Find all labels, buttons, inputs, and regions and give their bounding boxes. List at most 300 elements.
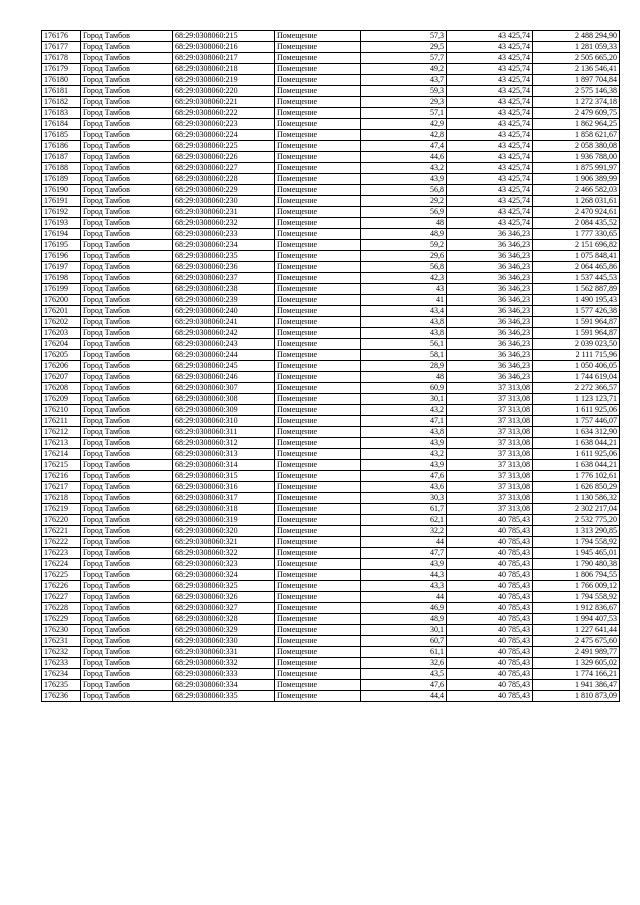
value-cell: 1 776 102,61 — [533, 471, 620, 482]
cadastral-number-cell: 68:29:0308060:215 — [173, 31, 275, 42]
cadastral-number-cell: 68:29:0308060:308 — [173, 394, 275, 405]
cadastral-number-cell: 68:29:0308060:227 — [173, 163, 275, 174]
type-cell: Помещение — [275, 108, 361, 119]
value-cell: 1 562 887,89 — [533, 284, 620, 295]
table-row — [42, 86, 620, 97]
cadastral-number-cell: 68:29:0308060:316 — [173, 482, 275, 493]
value-cell: 1 806 794,55 — [533, 570, 620, 581]
type-cell: Помещение — [275, 603, 361, 614]
type-cell: Помещение — [275, 680, 361, 691]
area-cell: 59,3 — [361, 86, 447, 97]
type-cell: Помещение — [275, 339, 361, 350]
value-cell: 1 638 044,21 — [533, 460, 620, 471]
table-row — [42, 482, 620, 493]
city-cell: Город Тамбов — [81, 42, 173, 53]
table-row — [42, 603, 620, 614]
price-per-m2-cell: 40 785,43 — [447, 559, 533, 570]
row-id-cell: 176214 — [42, 449, 81, 460]
cadastral-number-cell: 68:29:0308060:228 — [173, 174, 275, 185]
cadastral-number-cell: 68:29:0308060:217 — [173, 53, 275, 64]
table-row — [42, 306, 620, 317]
price-per-m2-cell: 40 785,43 — [447, 614, 533, 625]
city-cell: Город Тамбов — [81, 405, 173, 416]
city-cell: Город Тамбов — [81, 207, 173, 218]
row-id-cell: 176215 — [42, 460, 81, 471]
price-per-m2-cell: 43 425,74 — [447, 75, 533, 86]
cadastral-number-cell: 68:29:0308060:327 — [173, 603, 275, 614]
price-per-m2-cell: 36 346,23 — [447, 295, 533, 306]
value-cell: 1 766 009,12 — [533, 581, 620, 592]
row-id-cell: 176207 — [42, 372, 81, 383]
value-cell: 1 875 991,97 — [533, 163, 620, 174]
value-cell: 2 058 380,08 — [533, 141, 620, 152]
price-per-m2-cell: 40 785,43 — [447, 548, 533, 559]
type-cell: Помещение — [275, 537, 361, 548]
cadastral-number-cell: 68:29:0308060:240 — [173, 306, 275, 317]
price-per-m2-cell: 36 346,23 — [447, 262, 533, 273]
value-cell: 1 897 704,84 — [533, 75, 620, 86]
row-id-cell: 176196 — [42, 251, 81, 262]
type-cell: Помещение — [275, 361, 361, 372]
area-cell: 57,3 — [361, 31, 447, 42]
row-id-cell: 176182 — [42, 97, 81, 108]
area-cell: 29,2 — [361, 196, 447, 207]
type-cell: Помещение — [275, 460, 361, 471]
area-cell: 61,7 — [361, 504, 447, 515]
table-row — [42, 658, 620, 669]
cadastral-number-cell: 68:29:0308060:317 — [173, 493, 275, 504]
price-per-m2-cell: 37 313,08 — [447, 449, 533, 460]
area-cell: 29,3 — [361, 97, 447, 108]
row-id-cell: 176204 — [42, 339, 81, 350]
area-cell: 43 — [361, 284, 447, 295]
table-row — [42, 559, 620, 570]
city-cell: Город Тамбов — [81, 174, 173, 185]
row-id-cell: 176226 — [42, 581, 81, 592]
city-cell: Город Тамбов — [81, 581, 173, 592]
price-per-m2-cell: 37 313,08 — [447, 471, 533, 482]
price-per-m2-cell: 43 425,74 — [447, 174, 533, 185]
price-per-m2-cell: 37 313,08 — [447, 394, 533, 405]
price-per-m2-cell: 36 346,23 — [447, 229, 533, 240]
city-cell: Город Тамбов — [81, 691, 173, 702]
city-cell: Город Тамбов — [81, 284, 173, 295]
area-cell: 43,6 — [361, 482, 447, 493]
table-row — [42, 383, 620, 394]
city-cell: Город Тамбов — [81, 537, 173, 548]
price-per-m2-cell: 43 425,74 — [447, 86, 533, 97]
city-cell: Город Тамбов — [81, 295, 173, 306]
type-cell: Помещение — [275, 207, 361, 218]
table-row — [42, 460, 620, 471]
area-cell: 42,9 — [361, 119, 447, 130]
cadastral-number-cell: 68:29:0308060:224 — [173, 130, 275, 141]
value-cell: 2 488 294,90 — [533, 31, 620, 42]
city-cell: Город Тамбов — [81, 669, 173, 680]
value-cell: 1 862 964,25 — [533, 119, 620, 130]
value-cell: 1 794 558,92 — [533, 537, 620, 548]
price-per-m2-cell: 40 785,43 — [447, 669, 533, 680]
table-row — [42, 141, 620, 152]
city-cell: Город Тамбов — [81, 449, 173, 460]
value-cell: 1 591 964,87 — [533, 328, 620, 339]
city-cell: Город Тамбов — [81, 647, 173, 658]
table-row — [42, 526, 620, 537]
value-cell: 2 470 924,61 — [533, 207, 620, 218]
cadastral-number-cell: 68:29:0308060:326 — [173, 592, 275, 603]
property-table — [41, 30, 620, 702]
value-cell: 2 272 366,57 — [533, 383, 620, 394]
cadastral-number-cell: 68:29:0308060:226 — [173, 152, 275, 163]
type-cell: Помещение — [275, 328, 361, 339]
city-cell: Город Тамбов — [81, 570, 173, 581]
cadastral-number-cell: 68:29:0308060:231 — [173, 207, 275, 218]
cadastral-number-cell: 68:29:0308060:309 — [173, 405, 275, 416]
type-cell: Помещение — [275, 75, 361, 86]
table-row — [42, 394, 620, 405]
row-id-cell: 176210 — [42, 405, 81, 416]
value-cell: 1 577 426,38 — [533, 306, 620, 317]
type-cell: Помещение — [275, 295, 361, 306]
city-cell: Город Тамбов — [81, 240, 173, 251]
area-cell: 30,1 — [361, 394, 447, 405]
area-cell: 56,8 — [361, 185, 447, 196]
area-cell: 30,3 — [361, 493, 447, 504]
area-cell: 44,4 — [361, 691, 447, 702]
table-row — [42, 163, 620, 174]
price-per-m2-cell: 37 313,08 — [447, 405, 533, 416]
row-id-cell: 176216 — [42, 471, 81, 482]
cadastral-number-cell: 68:29:0308060:230 — [173, 196, 275, 207]
price-per-m2-cell: 37 313,08 — [447, 504, 533, 515]
table-row — [42, 31, 620, 42]
table-row — [42, 240, 620, 251]
type-cell: Помещение — [275, 581, 361, 592]
row-id-cell: 176195 — [42, 240, 81, 251]
value-cell: 1 941 386,47 — [533, 680, 620, 691]
cadastral-number-cell: 68:29:0308060:246 — [173, 372, 275, 383]
row-id-cell: 176224 — [42, 559, 81, 570]
price-per-m2-cell: 36 346,23 — [447, 328, 533, 339]
table-row — [42, 471, 620, 482]
area-cell: 44,3 — [361, 570, 447, 581]
area-cell: 43,3 — [361, 581, 447, 592]
value-cell: 1 774 166,21 — [533, 669, 620, 680]
area-cell: 43,2 — [361, 163, 447, 174]
row-id-cell: 176180 — [42, 75, 81, 86]
city-cell: Город Тамбов — [81, 438, 173, 449]
type-cell: Помещение — [275, 31, 361, 42]
area-cell: 47,1 — [361, 416, 447, 427]
city-cell: Город Тамбов — [81, 229, 173, 240]
row-id-cell: 176233 — [42, 658, 81, 669]
value-cell: 1 634 312,90 — [533, 427, 620, 438]
table-row — [42, 75, 620, 86]
cadastral-number-cell: 68:29:0308060:329 — [173, 625, 275, 636]
type-cell: Помещение — [275, 273, 361, 284]
row-id-cell: 176191 — [42, 196, 81, 207]
price-per-m2-cell: 40 785,43 — [447, 515, 533, 526]
value-cell: 1 906 389,99 — [533, 174, 620, 185]
cadastral-number-cell: 68:29:0308060:311 — [173, 427, 275, 438]
city-cell: Город Тамбов — [81, 185, 173, 196]
type-cell: Помещение — [275, 284, 361, 295]
row-id-cell: 176206 — [42, 361, 81, 372]
cadastral-number-cell: 68:29:0308060:328 — [173, 614, 275, 625]
table-row — [42, 416, 620, 427]
area-cell: 56,1 — [361, 339, 447, 350]
cadastral-number-cell: 68:29:0308060:219 — [173, 75, 275, 86]
value-cell: 1 790 480,38 — [533, 559, 620, 570]
price-per-m2-cell: 43 425,74 — [447, 163, 533, 174]
cadastral-number-cell: 68:29:0308060:245 — [173, 361, 275, 372]
cadastral-number-cell: 68:29:0308060:323 — [173, 559, 275, 570]
city-cell: Город Тамбов — [81, 460, 173, 471]
type-cell: Помещение — [275, 669, 361, 680]
area-cell: 58,1 — [361, 350, 447, 361]
value-cell: 2 491 989,77 — [533, 647, 620, 658]
area-cell: 47,6 — [361, 680, 447, 691]
price-per-m2-cell: 40 785,43 — [447, 537, 533, 548]
city-cell: Город Тамбов — [81, 97, 173, 108]
row-id-cell: 176183 — [42, 108, 81, 119]
value-cell: 1 537 445,53 — [533, 273, 620, 284]
table-row — [42, 97, 620, 108]
row-id-cell: 176205 — [42, 350, 81, 361]
row-id-cell: 176202 — [42, 317, 81, 328]
row-id-cell: 176218 — [42, 493, 81, 504]
area-cell: 43,2 — [361, 449, 447, 460]
cadastral-number-cell: 68:29:0308060:312 — [173, 438, 275, 449]
area-cell: 43,2 — [361, 405, 447, 416]
price-per-m2-cell: 43 425,74 — [447, 218, 533, 229]
row-id-cell: 176221 — [42, 526, 81, 537]
table-row — [42, 218, 620, 229]
table-row — [42, 669, 620, 680]
type-cell: Помещение — [275, 97, 361, 108]
area-cell: 47,6 — [361, 471, 447, 482]
table-row — [42, 42, 620, 53]
cadastral-number-cell: 68:29:0308060:221 — [173, 97, 275, 108]
value-cell: 1 810 873,09 — [533, 691, 620, 702]
area-cell: 48 — [361, 372, 447, 383]
city-cell: Город Тамбов — [81, 372, 173, 383]
value-cell: 1 912 836,67 — [533, 603, 620, 614]
price-per-m2-cell: 37 313,08 — [447, 416, 533, 427]
value-cell: 1 490 195,43 — [533, 295, 620, 306]
table-row — [42, 196, 620, 207]
cadastral-number-cell: 68:29:0308060:333 — [173, 669, 275, 680]
row-id-cell: 176200 — [42, 295, 81, 306]
value-cell: 2 039 023,50 — [533, 339, 620, 350]
table-row — [42, 273, 620, 284]
price-per-m2-cell: 43 425,74 — [447, 152, 533, 163]
cadastral-number-cell: 68:29:0308060:314 — [173, 460, 275, 471]
row-id-cell: 176185 — [42, 130, 81, 141]
row-id-cell: 176225 — [42, 570, 81, 581]
city-cell: Город Тамбов — [81, 218, 173, 229]
value-cell: 1 227 641,44 — [533, 625, 620, 636]
cadastral-number-cell: 68:29:0308060:232 — [173, 218, 275, 229]
table-row — [42, 185, 620, 196]
row-id-cell: 176181 — [42, 86, 81, 97]
row-id-cell: 176232 — [42, 647, 81, 658]
city-cell: Город Тамбов — [81, 64, 173, 75]
cadastral-number-cell: 68:29:0308060:318 — [173, 504, 275, 515]
table-row — [42, 449, 620, 460]
value-cell: 1 794 558,92 — [533, 592, 620, 603]
type-cell: Помещение — [275, 515, 361, 526]
price-per-m2-cell: 40 785,43 — [447, 570, 533, 581]
area-cell: 44,6 — [361, 152, 447, 163]
table-row — [42, 207, 620, 218]
price-per-m2-cell: 36 346,23 — [447, 251, 533, 262]
area-cell: 44 — [361, 592, 447, 603]
area-cell: 47,4 — [361, 141, 447, 152]
cadastral-number-cell: 68:29:0308060:223 — [173, 119, 275, 130]
type-cell: Помещение — [275, 174, 361, 185]
area-cell: 57,1 — [361, 108, 447, 119]
value-cell: 1 744 619,04 — [533, 372, 620, 383]
cadastral-number-cell: 68:29:0308060:325 — [173, 581, 275, 592]
type-cell: Помещение — [275, 163, 361, 174]
cadastral-number-cell: 68:29:0308060:236 — [173, 262, 275, 273]
area-cell: 43,9 — [361, 559, 447, 570]
row-id-cell: 176234 — [42, 669, 81, 680]
value-cell: 2 136 546,41 — [533, 64, 620, 75]
table-row — [42, 350, 620, 361]
area-cell: 43,8 — [361, 328, 447, 339]
area-cell: 42,8 — [361, 130, 447, 141]
cadastral-number-cell: 68:29:0308060:321 — [173, 537, 275, 548]
type-cell: Помещение — [275, 449, 361, 460]
table-row — [42, 328, 620, 339]
price-per-m2-cell: 43 425,74 — [447, 53, 533, 64]
area-cell: 32,2 — [361, 526, 447, 537]
value-cell: 2 084 435,52 — [533, 218, 620, 229]
city-cell: Город Тамбов — [81, 361, 173, 372]
price-per-m2-cell: 43 425,74 — [447, 130, 533, 141]
type-cell: Помещение — [275, 658, 361, 669]
cadastral-number-cell: 68:29:0308060:334 — [173, 680, 275, 691]
type-cell: Помещение — [275, 262, 361, 273]
city-cell: Город Тамбов — [81, 53, 173, 64]
area-cell: 49,2 — [361, 64, 447, 75]
row-id-cell: 176235 — [42, 680, 81, 691]
row-id-cell: 176201 — [42, 306, 81, 317]
cadastral-number-cell: 68:29:0308060:320 — [173, 526, 275, 537]
value-cell: 1 777 330,65 — [533, 229, 620, 240]
table-row — [42, 427, 620, 438]
area-cell: 43,9 — [361, 438, 447, 449]
table-row — [42, 680, 620, 691]
type-cell: Помещение — [275, 647, 361, 658]
price-per-m2-cell: 36 346,23 — [447, 317, 533, 328]
type-cell: Помещение — [275, 53, 361, 64]
price-per-m2-cell: 36 346,23 — [447, 361, 533, 372]
value-cell: 2 505 665,20 — [533, 53, 620, 64]
row-id-cell: 176199 — [42, 284, 81, 295]
value-cell: 2 479 609,75 — [533, 108, 620, 119]
city-cell: Город Тамбов — [81, 163, 173, 174]
city-cell: Город Тамбов — [81, 317, 173, 328]
city-cell: Город Тамбов — [81, 493, 173, 504]
area-cell: 29,6 — [361, 251, 447, 262]
type-cell: Помещение — [275, 471, 361, 482]
value-cell: 2 064 465,86 — [533, 262, 620, 273]
price-per-m2-cell: 43 425,74 — [447, 119, 533, 130]
price-per-m2-cell: 43 425,74 — [447, 185, 533, 196]
value-cell: 1 130 586,32 — [533, 493, 620, 504]
city-cell: Город Тамбов — [81, 592, 173, 603]
row-id-cell: 176220 — [42, 515, 81, 526]
city-cell: Город Тамбов — [81, 306, 173, 317]
value-cell: 2 475 675,60 — [533, 636, 620, 647]
value-cell: 1 638 044,21 — [533, 438, 620, 449]
row-id-cell: 176179 — [42, 64, 81, 75]
value-cell: 1 313 290,85 — [533, 526, 620, 537]
type-cell: Помещение — [275, 383, 361, 394]
value-cell: 1 936 788,00 — [533, 152, 620, 163]
price-per-m2-cell: 36 346,23 — [447, 284, 533, 295]
cadastral-number-cell: 68:29:0308060:244 — [173, 350, 275, 361]
table-row — [42, 636, 620, 647]
price-per-m2-cell: 43 425,74 — [447, 64, 533, 75]
cadastral-number-cell: 68:29:0308060:225 — [173, 141, 275, 152]
value-cell: 1 611 925,06 — [533, 449, 620, 460]
row-id-cell: 176192 — [42, 207, 81, 218]
price-per-m2-cell: 36 346,23 — [447, 306, 533, 317]
area-cell: 56,8 — [361, 262, 447, 273]
city-cell: Город Тамбов — [81, 427, 173, 438]
type-cell: Помещение — [275, 438, 361, 449]
city-cell: Город Тамбов — [81, 482, 173, 493]
type-cell: Помещение — [275, 691, 361, 702]
table-row — [42, 614, 620, 625]
city-cell: Город Тамбов — [81, 328, 173, 339]
row-id-cell: 176212 — [42, 427, 81, 438]
type-cell: Помещение — [275, 240, 361, 251]
price-per-m2-cell: 43 425,74 — [447, 42, 533, 53]
table-row — [42, 405, 620, 416]
area-cell: 28,9 — [361, 361, 447, 372]
price-per-m2-cell: 40 785,43 — [447, 647, 533, 658]
cadastral-number-cell: 68:29:0308060:222 — [173, 108, 275, 119]
value-cell: 1 626 850,29 — [533, 482, 620, 493]
city-cell: Город Тамбов — [81, 86, 173, 97]
table-row — [42, 295, 620, 306]
table-row — [42, 625, 620, 636]
table-row — [42, 152, 620, 163]
row-id-cell: 176213 — [42, 438, 81, 449]
cadastral-number-cell: 68:29:0308060:241 — [173, 317, 275, 328]
row-id-cell: 176228 — [42, 603, 81, 614]
type-cell: Помещение — [275, 614, 361, 625]
table-row — [42, 438, 620, 449]
value-cell: 1 075 848,41 — [533, 251, 620, 262]
city-cell: Город Тамбов — [81, 394, 173, 405]
cadastral-number-cell: 68:29:0308060:315 — [173, 471, 275, 482]
price-per-m2-cell: 40 785,43 — [447, 658, 533, 669]
table-row — [42, 119, 620, 130]
table-row — [42, 64, 620, 75]
area-cell: 48 — [361, 218, 447, 229]
price-per-m2-cell: 37 313,08 — [447, 460, 533, 471]
price-per-m2-cell: 43 425,74 — [447, 141, 533, 152]
value-cell: 2 151 696,82 — [533, 240, 620, 251]
row-id-cell: 176229 — [42, 614, 81, 625]
city-cell: Город Тамбов — [81, 526, 173, 537]
